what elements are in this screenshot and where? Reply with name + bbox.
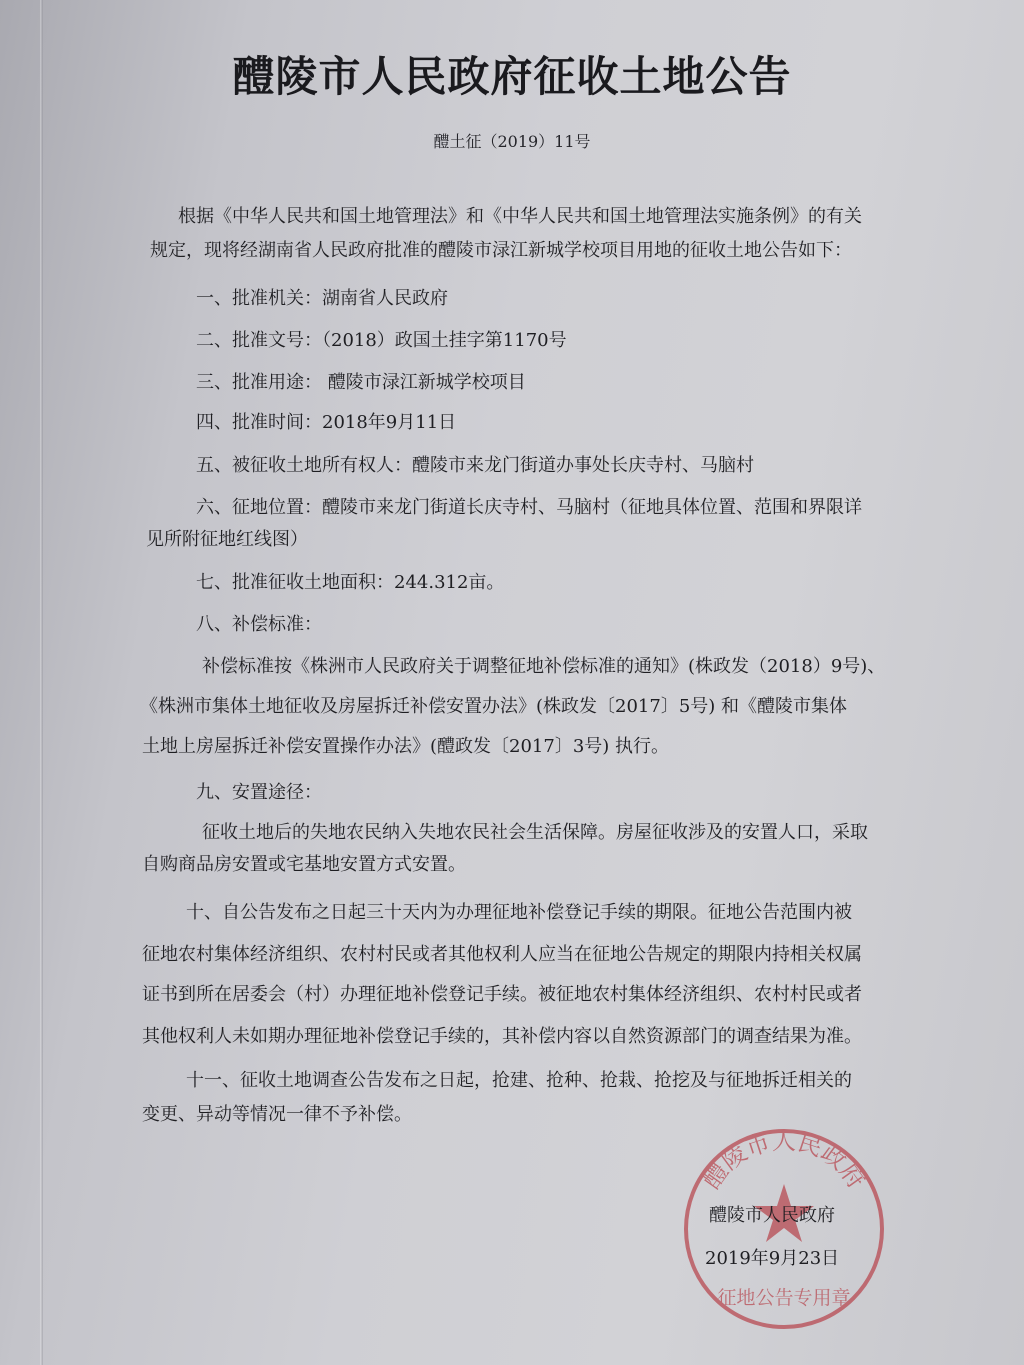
body-line: 补偿标准按《株洲市人民政府关于调整征地补偿标准的通知》(株政发（2018）9号)、 — [202, 656, 886, 677]
body-line: 三、批准用途： 醴陵市渌江新城学校项目 — [196, 372, 526, 393]
body-line: 九、安置途径： — [196, 782, 322, 803]
body-line: 七、批准征收土地面积：244.312亩。 — [196, 572, 505, 593]
body-line: 五、被征收土地所有权人：醴陵市来龙门街道办事处长庆寺村、马脑村 — [196, 455, 754, 476]
body-line: 变更、异动等情况一律不予补偿。 — [142, 1104, 412, 1125]
body-line: 其他权利人未如期办理征地补偿登记手续的，其补偿内容以自然资源部门的调查结果为准。 — [142, 1026, 862, 1047]
body-line: 征收土地后的失地农民纳入失地农民社会生活保障。房屋征收涉及的安置人口，采取 — [202, 822, 868, 843]
body-line: 土地上房屋拆迁补偿安置操作办法》(醴政发〔2017〕3号) 执行。 — [142, 736, 670, 757]
body-line: 见所附征地红线图） — [146, 529, 308, 550]
body-line: 规定，现将经湖南省人民政府批准的醴陵市渌江新城学校项目用地的征收土地公告如下： — [150, 240, 852, 261]
body-line: 六、征地位置：醴陵市来龙门街道长庆寺村、马脑村（征地具体位置、范围和界限详 — [196, 497, 862, 518]
seal-bottom-text: 征地公告专用章 — [717, 1287, 851, 1309]
issue-date: 2019年9月23日 — [705, 1248, 840, 1269]
body-line: 十一、征收土地调查公告发布之日起，抢建、抢种、抢栽、抢挖及与征地拆迁相关的 — [186, 1070, 852, 1091]
body-line: 二、批准文号：（2018）政国土挂字第1170号 — [196, 330, 567, 351]
body-line: 四、批准时间：2018年9月11日 — [196, 412, 457, 433]
body-line: 《株洲市集体土地征收及房屋拆迁补偿安置办法》(株政发〔2017〕5号) 和《醴陵市集体 — [140, 696, 848, 717]
body-line: 征地农村集体经济组织、农村村民或者其他权利人应当在征地公告规定的期限内持相关权属 — [142, 944, 862, 965]
document-number: 醴土征（2019）11号 — [433, 132, 591, 151]
seal-outer-text: 醴陵市人民政府 — [697, 1126, 871, 1194]
body-line: 证书到所在居委会（村）办理征地补偿登记手续。被征地农村集体经济组织、农村村民或者 — [142, 984, 862, 1005]
body-line: 八、补偿标准： — [196, 614, 322, 635]
body-line: 十、自公告发布之日起三十天内为办理征地补偿登记手续的期限。征地公告范围内被 — [186, 902, 852, 923]
body-line: 根据《中华人民共和国土地管理法》和《中华人民共和国土地管理法实施条例》的有关 — [178, 206, 862, 227]
issuer-name: 醴陵市人民政府 — [709, 1205, 835, 1226]
official-seal — [681, 1126, 887, 1332]
document-title: 醴陵市人民政府征收土地公告 — [232, 52, 792, 101]
body-line: 自购商品房安置或宅基地安置方式安置。 — [142, 854, 466, 875]
body-line: 一、批准机关：湖南省人民政府 — [196, 288, 448, 309]
page-fold — [40, 0, 43, 1365]
